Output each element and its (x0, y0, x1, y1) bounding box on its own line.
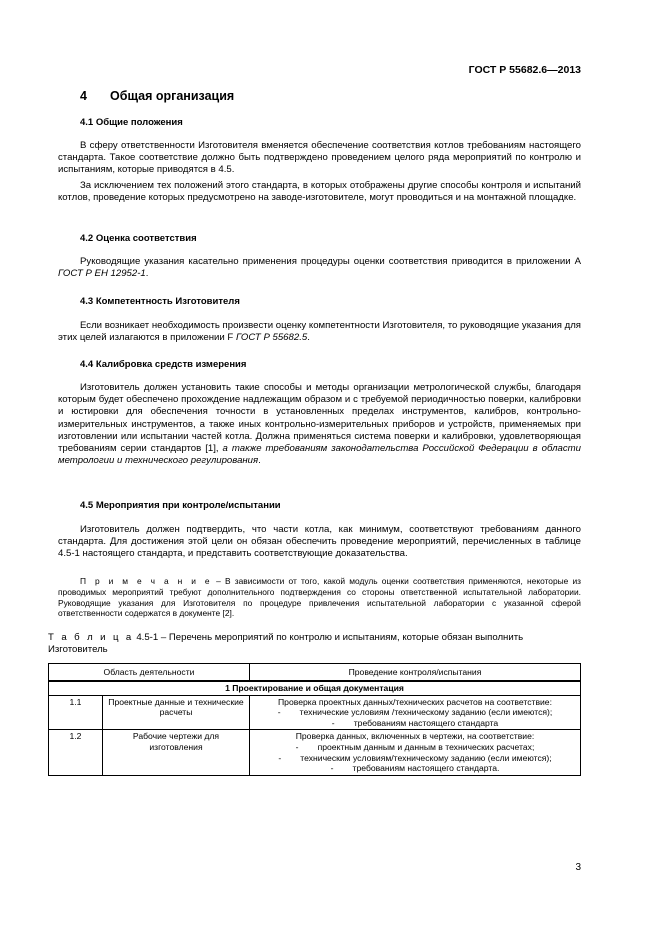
table-row (49, 695, 581, 730)
section-number: 4 (80, 89, 87, 103)
section-4-heading (80, 89, 234, 103)
paragraph-4-1-a (58, 140, 581, 177)
inspection-item-text: проектным данным и данным в технических расчетах; (317, 741, 535, 752)
section-title: Общая организация (110, 89, 235, 103)
row-number: 1.1 (49, 695, 103, 730)
paragraph-4-2 (58, 256, 581, 280)
inspection-item: - технические условиям /техническому заданию (если имеются); (277, 707, 553, 718)
inspection-item: - техническим условиям/техническому заданию (если имеются); (278, 752, 552, 763)
subsection-4-1-heading: 4.1 Общие положения (80, 117, 183, 128)
note (58, 576, 581, 619)
row-area: Рабочие чертежи для изготовления (103, 730, 250, 775)
row-inspection (250, 695, 581, 730)
paragraph-4-3 (58, 320, 581, 344)
table-caption-text: 4.5-1 – Перечень мероприятий по контролю и испытаниям, которые обязан выполнить Изготовитель (48, 632, 524, 656)
inspection-item: - проектным данным и данным в технических расчетах; (295, 741, 535, 752)
inspection-item: - требованиям настоящего стандарта (331, 717, 499, 728)
table-section-row (49, 681, 581, 695)
page-number: 3 (575, 862, 581, 873)
subsection-4-3-heading: 4.3 Компетентность Изготовителя (80, 296, 240, 307)
subsection-4-4-heading: 4.4 Калибровка средств измерения (80, 359, 247, 370)
note-text: – В зависимости от того, какой модуль оценки соответствия применяются, некоторые из проводимых мероприятий требуют дополнительного подтверждения со стороны ответственной испытательной лаборатории. Руководящие указания для Изготовителя по процедуре привлечения испытательной лаборатории с указанной сферой ответственности содержатся в документе [2]. (58, 576, 581, 619)
inspection-item: - требованиям настоящего стандарта. (330, 763, 500, 774)
paragraph-4-4 (58, 382, 581, 467)
paragraph-text: Изготовитель должен подтвердить, что части котла, как минимум, соответствуют требованиям данного стандарта. Для достижения этой цели он обязан обеспечить проведение мероприятий, перечисленных в таблице 4.5-1 настоящего стандарта, и представить соответствующие доказательства. (58, 524, 581, 560)
inspection-item-text: требованиям настоящего стандарта (353, 717, 499, 728)
standard-reference: ГОСТ Р 55682.5 (235, 332, 308, 344)
inspection-table (48, 663, 581, 776)
legislation-text: а также требованиям законодательства Российской Федерации в области метрологии и технического регулирования (58, 443, 582, 467)
paragraph-end: . (307, 332, 310, 344)
inspection-lead: Проверка проектных данных/технических расчетов на соответствие: (278, 696, 552, 707)
paragraph-text: Если возникает необходимость произвести оценку компетентности Изготовителя, то руководящие указания для этих целей излагаются в приложении F (58, 320, 581, 344)
table-caption-label: Т а б л и ц а (48, 632, 134, 643)
inspection-lead: Проверка данных, включенных в чертежи, на соответствие: (295, 731, 535, 742)
paragraph-end: . (258, 455, 261, 467)
paragraph-text: За исключением тех положений этого стандарта, в которых отображены другие способы контроля и испытаний котлов, проведение которых предусмотрено на заводе-изготовителе, могут проводиться и на монтажной площадке. (58, 180, 581, 204)
table-row (49, 730, 581, 775)
inspection-item-text: техническим условиям/техническому заданию (если имеются); (300, 752, 552, 763)
paragraph-end: . (145, 268, 149, 280)
inspection-item-text: требованиям настоящего стандарта. (352, 763, 500, 774)
column-header-inspection: Проведение контроля/испытания (250, 664, 581, 682)
table-caption (48, 632, 581, 656)
row-number: 1.2 (49, 730, 103, 775)
subsection-4-5-heading: 4.5 Мероприятия при контроле/испытании (80, 500, 281, 511)
standard-header: ГОСТ Р 55682.6—2013 (468, 64, 581, 76)
standard-reference: ГОСТ Р ЕН 12952-1 (58, 268, 146, 280)
paragraph-text: Руководящие указания касательно применения процедуры оценки соответствия приводится в приложении А (80, 256, 581, 267)
row-area: Проектные данные и технические расчеты (103, 695, 250, 730)
paragraph-4-5 (58, 524, 581, 561)
subsection-4-2-heading: 4.2 Оценка соответствия (80, 233, 197, 244)
inspection-item-text: технические условиям /техническому заданию (если имеются); (299, 707, 553, 718)
note-label: П р и м е ч а н и е (80, 576, 212, 586)
table-header-row (49, 664, 581, 682)
table-section-title: 1 Проектирование и общая документация (49, 681, 581, 695)
row-inspection (250, 730, 581, 775)
paragraph-text: Изготовитель должен установить такие способы и методы организации метрологической службы, благодаря которым будет обеспечено прохождение надлежащим образом и с требуемой периодичностью поверки, калибровки и юстировки для обеспечения точности в установленных пределах инструментов, калибров, контрольно-измерительных инструментов, а также иных контрольно-измерительных приборов и устройств, применяемых при изготовлении или испытании частей котла. Должна применяться система поверки и калибровки, удовлетворяющая требованиям серии стандартов [1], (58, 382, 581, 455)
paragraph-4-1-b (58, 180, 581, 204)
paragraph-text: В сферу ответственности Изготовителя вменяется обеспечение соответствия котлов требованиям настоящего стандарта. Такое соответствие должно быть подтверждено проведением целого ряда мероприятий по контролю и испытаниям, которые приводятся в 4.5. (58, 140, 581, 176)
column-header-area: Область деятельности (49, 664, 250, 682)
